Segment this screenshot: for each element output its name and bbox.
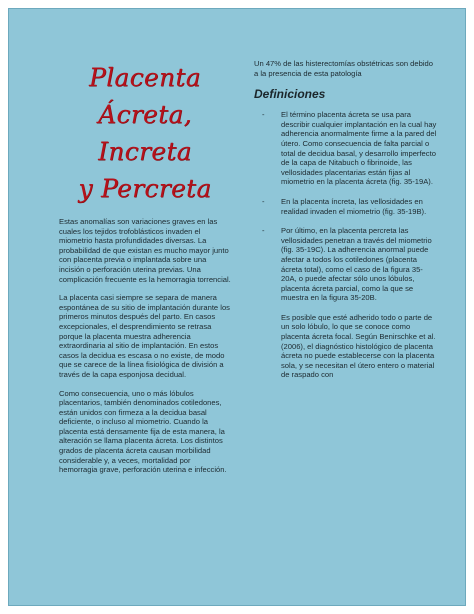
title-line-2: Ácreta, Increta	[98, 100, 192, 166]
list-item	[254, 226, 438, 303]
definitions-heading: Definiciones	[254, 87, 326, 102]
definitions-list	[254, 110, 438, 303]
bullet-text: Por último, en la placenta percreta las vellosidades penetran a través del miometrio (fig. 35-19C). La adherencia anormal puede afectar a todos los cotiledones (placenta ácreta total), como el caso de la figura 35-20A, o puede afectar sólo unos lóbulos, placenta ácreta parcial, como la que se muestra en la figura 35-20B.	[281, 226, 432, 303]
left-paragraph-1: Estas anomalías son variaciones graves en las cuales los tejidos trofoblásticos invaden el miometrio hasta profundidades diversas. La probabilidad de que existan es mucho mayor junto con placenta previa o implantada sobre una incisión o perforación uterina previas. Una complicación frecuente es la hemorragia torrencial.	[59, 217, 231, 284]
title-line-3: y Percreta	[78, 174, 212, 203]
left-paragraph-3: Como consecuencia, uno o más lóbulos placentarios, también denominados cotiledones, están unidos con firmeza a la decidua basal deficiente, o incluso al miometrio. Cuando la placenta está densamente fija de esta manera, la alteración se llama placenta ácreta. Los distintos grados de placenta ácreta causan morbilidad considerable y, a veces, mortalidad por hemorragia grave, perforación uterina e infección.	[59, 388, 227, 475]
bullet-text: En la placenta íncreta, las vellosidades en realidad invaden el miometrio (fig. 35-19B).	[281, 196, 427, 216]
closing-paragraph: Es posible que esté adherido todo o parte de un solo lóbulo, lo que se conoce como placenta ácreta focal. Según Benirschke et al. (2006), el diagnóstico histológico de placenta ácreta no puede establecerse con la placenta sola, y se necesitan el útero entero o material de raspado con	[281, 312, 436, 380]
left-column	[59, 59, 231, 484]
title-line-1: Placenta	[89, 63, 201, 92]
list-item	[254, 110, 438, 187]
right-column	[254, 59, 438, 389]
bullet-text: El término placenta ácreta se usa para describir cualquier implantación en la cual hay adherencia anormalmente firme a la pared del útero. Como consecuencia de falta parcial o total de decidua basal, y desarrollo imperfecto de la capa de Nitabuch o fibrinoide, las vellosidades placentarias están fijas al miometrio en la placenta ácreta (fig. 35-19A).	[281, 110, 437, 187]
bullet-dash: -	[262, 226, 265, 236]
bullet-dash: -	[262, 196, 265, 206]
intro-paragraph: Un 47% de las histerectomías obstétricas son debido a la presencia de esta patología	[254, 59, 433, 78]
document-page	[8, 8, 466, 606]
list-item	[254, 197, 438, 216]
bullet-dash: -	[262, 110, 265, 120]
document-title	[53, 59, 237, 207]
left-paragraph-2: La placenta casi siempre se separa de manera espontánea de su sitio de implantación durante los primeros minutos después del parto. En casos excepcionales, el desprendimiento se retrasa porque la placenta muestra adherencia extraordinaria al sitio de implantación. En estos casos la decidua es escasa o no existe, de modo que se carece de la línea fisiológica de división a través de la capa esponjosa decidual.	[59, 293, 230, 379]
